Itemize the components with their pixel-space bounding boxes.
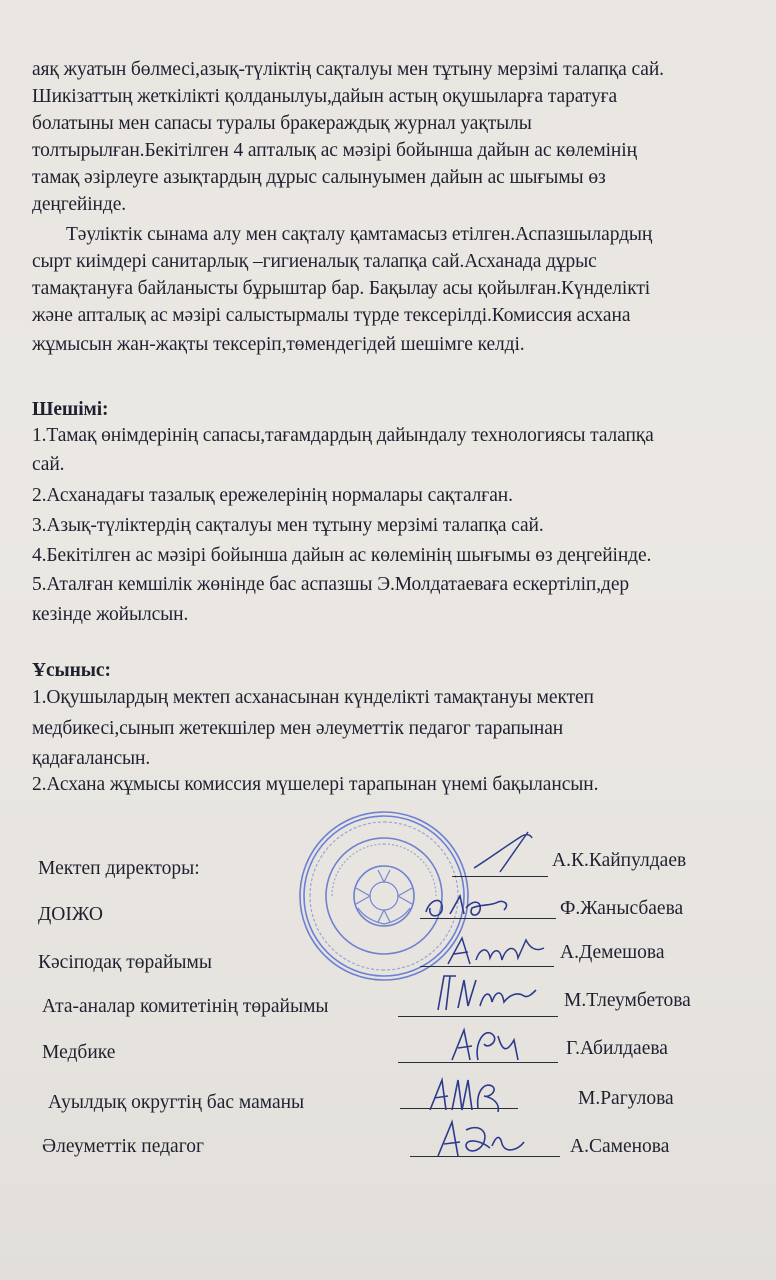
text-line: тамақтануға байланысты бұрыштар бар. Бақылау асы қойылған.Күнделікті [32, 278, 651, 299]
text-line: Тәуліктік сынама алу мен сақталу қамтамасыз етілген.Аспазшылардың [66, 224, 653, 245]
signature-row [0, 1084, 776, 1118]
signatory-name: А.Саменова [570, 1136, 670, 1157]
signature-row [0, 1130, 776, 1164]
proposal-heading: Ұсыныс: [32, 660, 111, 681]
text-line: Шикізаттың жеткілікті қолданылуы,дайын астың оқушыларға таратуға [32, 86, 618, 107]
text-line: толтырылған.Бекітілген 4 апталық ас мәзірі бойынша дайын ас көлемінің [32, 140, 637, 161]
signature-line [452, 876, 548, 877]
signatory-role: Ата-аналар комитетінің төрайымы [42, 996, 329, 1017]
signatory-role: Ауылдық округтің бас маманы [48, 1092, 305, 1113]
signature-mark [444, 1020, 534, 1068]
signatory-name: А.К.Кайпулдаев [552, 850, 687, 871]
signatory-role: ДОІЖО [38, 904, 103, 925]
text-line: сырт киімдері санитарлық –гигиеналық талапқа сай.Асханада дұрыс [32, 251, 597, 272]
decision-item: 2.Асханадағы тазалық ережелерінің нормалары сақталған. [32, 485, 513, 506]
text-line: тамақ әзірлеуге азықтардың дұрыс салынуымен дайын ас шығымы өз [32, 167, 606, 188]
text-line: деңгейінде. [32, 194, 127, 215]
signatory-name: М.Тлеумбетова [564, 990, 691, 1011]
signature-row [0, 850, 776, 878]
decision-item: 4.Бекітілген ас мәзірі бойынша дайын ас көлемінің шығымы өз деңгейінде. [32, 545, 652, 566]
decision-item: 3.Азық-түліктердің сақталуы мен тұтыну мерзімі талапқа сай. [32, 515, 544, 536]
proposal-item: 1.Оқушылардың мектеп асханасынан күнделікті тамақтануы мектеп [32, 687, 594, 708]
signatory-role: Мектеп директоры: [38, 858, 200, 879]
signatory-role: Әлеуметтік педагог [42, 1136, 204, 1157]
decision-item: сай. [32, 454, 65, 475]
text-line: болатыны мен сапасы туралы бракераждық журнал уақтылы [32, 113, 532, 134]
text-line: аяқ жуатын бөлмесі,азық-түліктің сақталуы мен тұтыну мерзімі талапқа сай. [32, 59, 664, 80]
signature-row [0, 1034, 776, 1068]
signatory-name: Г.Абилдаева [566, 1038, 668, 1059]
decision-item: кезінде жойылсын. [32, 604, 189, 625]
signature-row [0, 940, 776, 973]
signature-mark [424, 1072, 514, 1118]
signatory-name: М.Рагулова [578, 1088, 674, 1109]
signature-row [0, 894, 776, 924]
signature-mark [440, 930, 550, 970]
signature-mark [428, 970, 548, 1018]
proposal-item: 2.Асхана жұмысы комиссия мүшелері тарапынан үнемі бақылансын. [32, 774, 599, 795]
proposal-item: қадағалансын. [32, 748, 151, 769]
proposal-item: медбикесі,сынып жетекшілер мен әлеуметтік педагог тарапынан [32, 718, 564, 739]
decision-item: 5.Аталған кемшілік жөнінде бас аспазшы Э.Молдатаеваға ескертіліп,дер [32, 574, 630, 595]
text-line: жұмысын жан-жақты тексеріп,төмендегідей шешімге келді. [32, 334, 525, 355]
decision-heading: Шешімі: [32, 399, 109, 420]
signatory-name: А.Демешова [560, 942, 665, 963]
signatory-name: Ф.Жанысбаева [560, 898, 684, 919]
signatory-role: Кәсіподақ төрайымы [38, 952, 212, 973]
signature-mark [430, 1116, 530, 1164]
signatory-role: Медбике [42, 1042, 116, 1063]
signature-mark [470, 828, 550, 876]
decision-item: 1.Тамақ өнімдерінің сапасы,тағамдардың дайындалу технологиясы талапқа [32, 425, 654, 446]
signature-row [0, 984, 776, 1018]
signature-mark [420, 888, 540, 924]
text-line: және апталық ас мәзірі салыстырмалы түрде тексерілді.Комиссия асхана [32, 305, 631, 326]
